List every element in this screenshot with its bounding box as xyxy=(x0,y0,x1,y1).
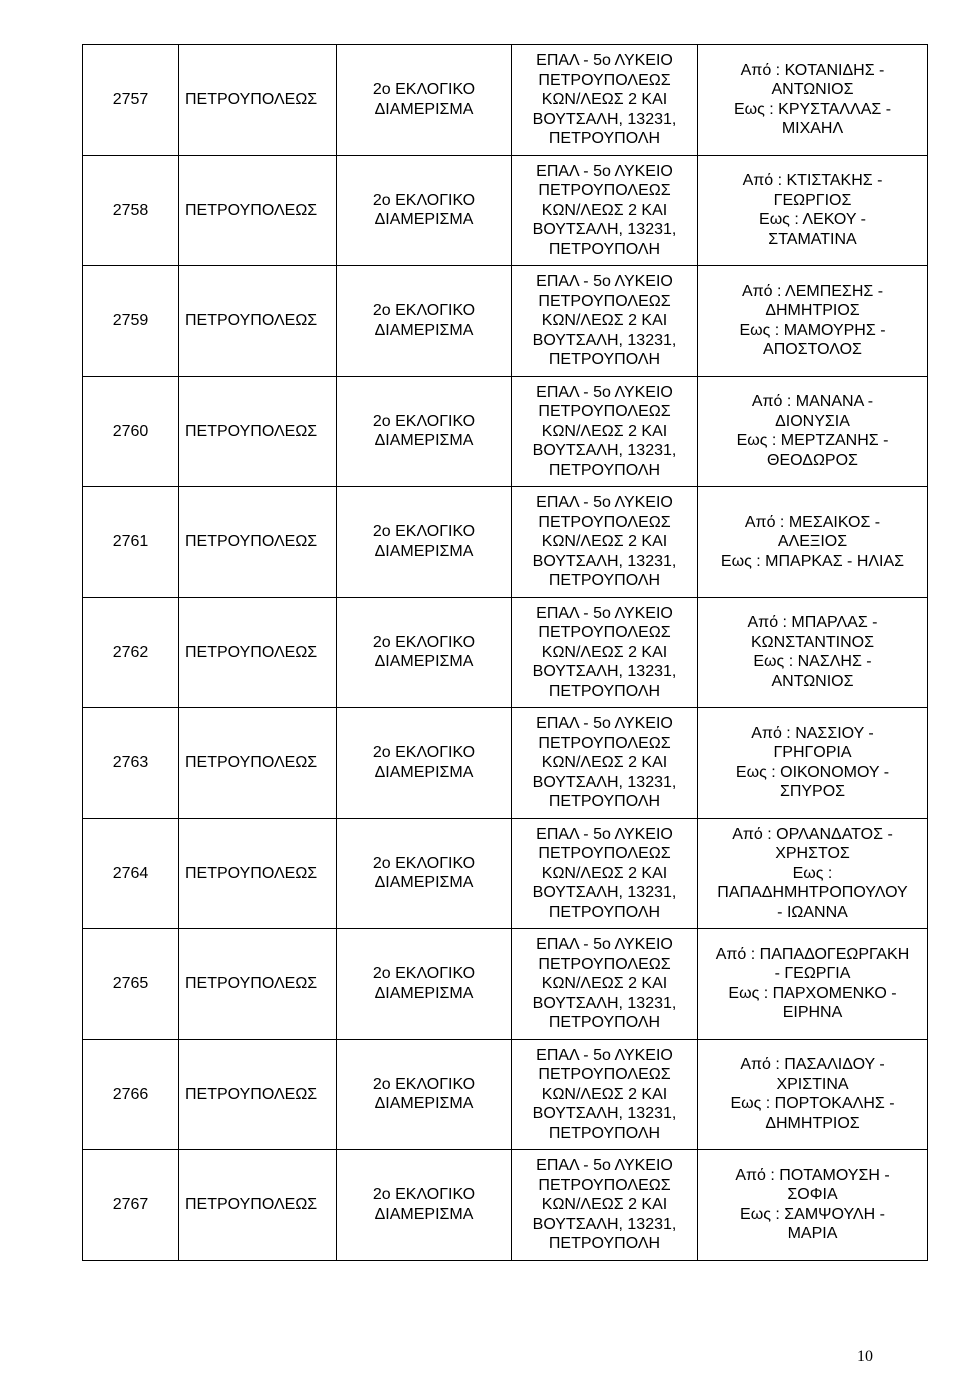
table-row xyxy=(83,376,928,487)
location-line: ΕΠΑΛ - 5ο ΛΥΚΕΙΟ xyxy=(536,52,673,69)
station-number-cell: 2760 xyxy=(83,376,179,487)
surname-range-cell xyxy=(698,1150,928,1261)
location-line: ΠΕΤΡΟΥΠΟΛΕΩΣ xyxy=(538,292,671,310)
location-line: ΠΕΤΡΟΥΠΟΛΗ xyxy=(548,351,661,368)
station-number-cell: 2767 xyxy=(83,1150,179,1261)
location-line: ΕΠΑΛ - 5ο ΛΥΚΕΙΟ xyxy=(536,162,673,180)
location-line: ΚΩΝ/ΛΕΩΣ 2 ΚΑΙ xyxy=(541,533,668,550)
municipality-cell: ΠΕΤΡΟΥΠΟΛΕΩΣ xyxy=(179,929,337,1040)
district-line: ΔΙΑΜΕΡΙΣΜΑ xyxy=(374,984,474,1002)
surname-range-cell xyxy=(698,818,928,929)
surname-range-line: ΧΡΙΣΤΙΝΑ xyxy=(776,1075,849,1093)
location-line: ΕΠΑΛ - 5ο ΛΥΚΕΙΟ xyxy=(536,1157,673,1174)
surname-range-line: Εως : ΠΟΡΤΟΚΑΛΗΣ - xyxy=(730,1095,895,1113)
surname-range-cell xyxy=(698,376,928,487)
polling-station-table xyxy=(82,44,928,1261)
station-number-cell: 2764 xyxy=(83,818,179,929)
surname-range-line: Εως : ΜΑΜΟΥΡΗΣ - xyxy=(739,321,886,339)
location-cell xyxy=(512,1150,698,1261)
location-line: ΠΕΤΡΟΥΠΟΛΕΩΣ xyxy=(538,1066,671,1083)
district-line: 2ο ΕΚΛΟΓΙΚΟ xyxy=(372,191,476,209)
district-line: ΔΙΑΜΕΡΙΣΜΑ xyxy=(374,763,474,781)
surname-range-line: ΔΗΜΗΤΡΙΟΣ xyxy=(765,302,860,320)
district-cell xyxy=(337,155,512,266)
station-number-cell: 2765 xyxy=(83,929,179,1040)
surname-range-line: ΑΝΤΩΝΙΟΣ xyxy=(771,672,854,690)
location-line: ΠΕΤΡΟΥΠΟΛΕΩΣ xyxy=(538,403,671,420)
municipality-cell: ΠΕΤΡΟΥΠΟΛΕΩΣ xyxy=(179,45,337,156)
location-line: ΚΩΝ/ΛΕΩΣ 2 ΚΑΙ xyxy=(541,864,668,882)
location-line: ΚΩΝ/ΛΕΩΣ 2 ΚΑΙ xyxy=(541,201,668,219)
location-line: ΕΠΑΛ - 5ο ΛΥΚΕΙΟ xyxy=(536,825,673,843)
location-cell xyxy=(512,155,698,266)
location-line: ΒΟΥΤΣΑΛΗ, 13231, xyxy=(532,1105,677,1122)
location-line: ΕΠΑΛ - 5ο ΛΥΚΕΙΟ xyxy=(536,604,673,622)
surname-range-line: Εως : ΝΑΣΛΗΣ - xyxy=(753,653,872,671)
surname-range-line: ΑΛΕΞΙΟΣ xyxy=(777,533,848,550)
location-line: ΠΕΤΡΟΥΠΟΛΕΩΣ xyxy=(538,71,671,89)
location-line: ΚΩΝ/ΛΕΩΣ 2 ΚΑΙ xyxy=(541,754,668,771)
surname-range-line: ΘΕΟΔΩΡΟΣ xyxy=(767,451,858,469)
surname-range-line: Από : ΠΟΤΑΜΟΥΣΗ - xyxy=(735,1166,890,1184)
location-line: ΒΟΥΤΣΑΛΗ, 13231, xyxy=(532,663,677,680)
station-number-cell: 2762 xyxy=(83,597,179,708)
location-cell xyxy=(512,487,698,598)
surname-range-line: Εως : ΛΕΚΟΥ - xyxy=(759,211,866,229)
location-cell xyxy=(512,45,698,156)
surname-range-cell xyxy=(698,487,928,598)
location-line: ΚΩΝ/ΛΕΩΣ 2 ΚΑΙ xyxy=(541,643,668,661)
surname-range-line: Από : ΝΑΣΣΙΟΥ - xyxy=(751,724,874,742)
location-line: ΕΠΑΛ - 5ο ΛΥΚΕΙΟ xyxy=(536,494,673,511)
location-cell xyxy=(512,376,698,487)
surname-range-line: Από : ΜΑΝΑΝΑ - xyxy=(751,393,874,411)
station-number-cell: 2766 xyxy=(83,1039,179,1150)
surname-range-line: Από : ΚΤΙΣΤΑΚΗΣ - xyxy=(742,172,883,190)
district-cell xyxy=(337,597,512,708)
surname-range-cell xyxy=(698,266,928,377)
location-line: ΕΠΑΛ - 5ο ΛΥΚΕΙΟ xyxy=(536,936,673,953)
location-line: ΒΟΥΤΣΑΛΗ, 13231, xyxy=(532,994,677,1012)
table-row xyxy=(83,266,928,377)
surname-range-line: Από : ΛΕΜΠΕΣΗΣ - xyxy=(741,282,884,300)
municipality-cell: ΠΕΤΡΟΥΠΟΛΕΩΣ xyxy=(179,487,337,598)
station-number-cell: 2757 xyxy=(83,45,179,156)
location-line: ΠΕΤΡΟΥΠΟΛΗ xyxy=(548,240,661,258)
location-line: ΚΩΝ/ΛΕΩΣ 2 ΚΑΙ xyxy=(541,1196,668,1213)
location-cell xyxy=(512,1039,698,1150)
municipality-cell: ΠΕΤΡΟΥΠΟΛΕΩΣ xyxy=(179,597,337,708)
surname-range-line: Από : ΠΑΠΑΔΟΓΕΩΡΓΑΚΗ xyxy=(715,945,910,963)
surname-range-cell xyxy=(698,45,928,156)
location-line: ΚΩΝ/ΛΕΩΣ 2 ΚΑΙ xyxy=(541,1085,668,1103)
location-line: ΚΩΝ/ΛΕΩΣ 2 ΚΑΙ xyxy=(541,422,668,440)
table-row xyxy=(83,708,928,819)
surname-range-line: ΑΠΟΣΤΟΛΟΣ xyxy=(763,341,862,359)
location-cell xyxy=(512,266,698,377)
surname-range-line: ΧΡΗΣΤΟΣ xyxy=(775,845,850,862)
location-line: ΕΠΑΛ - 5ο ΛΥΚΕΙΟ xyxy=(536,715,673,732)
municipality-cell: ΠΕΤΡΟΥΠΟΛΕΩΣ xyxy=(179,1039,337,1150)
district-line: 2ο ΕΚΛΟΓΙΚΟ xyxy=(372,81,476,99)
station-number-cell: 2761 xyxy=(83,487,179,598)
district-line: 2ο ΕΚΛΟΓΙΚΟ xyxy=(372,633,476,651)
station-number-cell: 2759 xyxy=(83,266,179,377)
location-cell xyxy=(512,708,698,819)
location-line: ΚΩΝ/ΛΕΩΣ 2 ΚΑΙ xyxy=(541,312,668,329)
district-line: ΔΙΑΜΕΡΙΣΜΑ xyxy=(374,432,474,450)
municipality-cell: ΠΕΤΡΟΥΠΟΛΕΩΣ xyxy=(179,376,337,487)
district-line: 2ο ΕΚΛΟΓΙΚΟ xyxy=(372,412,476,430)
district-cell xyxy=(337,376,512,487)
surname-range-line: ΜΙΧΑΗΛ xyxy=(781,120,844,138)
location-line: ΠΕΤΡΟΥΠΟΛΗ xyxy=(548,1124,661,1142)
district-cell xyxy=(337,818,512,929)
table-row xyxy=(83,929,928,1040)
location-line: ΚΩΝ/ΛΕΩΣ 2 ΚΑΙ xyxy=(541,91,668,108)
district-cell xyxy=(337,45,512,156)
surname-range-cell xyxy=(698,929,928,1040)
municipality-cell: ΠΕΤΡΟΥΠΟΛΕΩΣ xyxy=(179,818,337,929)
district-line: ΔΙΑΜΕΡΙΣΜΑ xyxy=(374,1205,474,1223)
table-row xyxy=(83,1039,928,1150)
location-line: ΠΕΤΡΟΥΠΟΛΕΩΣ xyxy=(538,734,671,752)
surname-range-line: ΣΠΥΡΟΣ xyxy=(779,783,846,801)
location-cell xyxy=(512,818,698,929)
location-line: ΠΕΤΡΟΥΠΟΛΗ xyxy=(548,682,661,700)
surname-range-line: Από : ΜΕΣΑΙΚΟΣ - xyxy=(744,513,881,531)
district-cell xyxy=(337,1039,512,1150)
surname-range-line: ΓΡΗΓΟΡΙΑ xyxy=(773,744,852,762)
page-number: 10 xyxy=(857,1348,873,1365)
location-line: ΕΠΑΛ - 5ο ΛΥΚΕΙΟ xyxy=(536,1046,673,1064)
location-line: ΠΕΤΡΟΥΠΟΛΗ xyxy=(548,793,661,810)
station-number-cell: 2763 xyxy=(83,708,179,819)
district-line: ΔΙΑΜΕΡΙΣΜΑ xyxy=(374,874,474,892)
location-line: ΠΕΤΡΟΥΠΟΛΕΩΣ xyxy=(538,1176,671,1194)
surname-range-cell xyxy=(698,597,928,708)
location-line: ΒΟΥΤΣΑΛΗ, 13231, xyxy=(532,552,677,570)
surname-range-line: ΑΝΤΩΝΙΟΣ xyxy=(771,81,854,99)
district-line: 2ο ΕΚΛΟΓΙΚΟ xyxy=(372,965,476,983)
location-line: ΠΕΤΡΟΥΠΟΛΕΩΣ xyxy=(538,955,671,973)
municipality-cell: ΠΕΤΡΟΥΠΟΛΕΩΣ xyxy=(179,266,337,377)
location-line: ΕΠΑΛ - 5ο ΛΥΚΕΙΟ xyxy=(536,273,673,290)
table-body xyxy=(83,45,928,1261)
district-cell xyxy=(337,487,512,598)
location-line: ΠΕΤΡΟΥΠΟΛΗ xyxy=(548,130,661,147)
district-line: 2ο ΕΚΛΟΓΙΚΟ xyxy=(372,302,476,320)
table-row xyxy=(83,597,928,708)
district-line: 2ο ΕΚΛΟΓΙΚΟ xyxy=(372,523,476,541)
table-row xyxy=(83,487,928,598)
district-line: 2ο ΕΚΛΟΓΙΚΟ xyxy=(372,1186,476,1204)
location-line: ΠΕΤΡΟΥΠΟΛΗ xyxy=(548,572,661,589)
location-line: ΒΟΥΤΣΑΛΗ, 13231, xyxy=(532,773,677,791)
surname-range-line: ΚΩΝΣΤΑΝΤΙΝΟΣ xyxy=(751,633,874,651)
district-line: 2ο ΕΚΛΟΓΙΚΟ xyxy=(372,854,476,872)
location-line: ΒΟΥΤΣΑΛΗ, 13231, xyxy=(532,110,677,128)
station-number-cell: 2758 xyxy=(83,155,179,266)
district-line: ΔΙΑΜΕΡΙΣΜΑ xyxy=(374,211,474,229)
district-line: 2ο ΕΚΛΟΓΙΚΟ xyxy=(372,1075,476,1093)
municipality-cell: ΠΕΤΡΟΥΠΟΛΕΩΣ xyxy=(179,155,337,266)
location-line: ΠΕΤΡΟΥΠΟΛΗ xyxy=(548,1235,661,1252)
surname-range-line: Από : ΟΡΛΑΝΔΑΤΟΣ - xyxy=(732,825,893,843)
surname-range-line: Εως : ΜΠΑΡΚΑΣ - ΗΛΙΑΣ xyxy=(720,552,905,570)
table-row xyxy=(83,818,928,929)
location-line: ΠΕΤΡΟΥΠΟΛΕΩΣ xyxy=(538,513,671,531)
municipality-cell: ΠΕΤΡΟΥΠΟΛΕΩΣ xyxy=(179,708,337,819)
surname-range-line: Εως : ΠΑΡΧΟΜΕΝΚΟ - xyxy=(728,984,897,1002)
surname-range-line: ΣΟΦΙΑ xyxy=(787,1186,838,1204)
surname-range-line: ΜΑΡΙΑ xyxy=(787,1225,838,1243)
district-line: ΔΙΑΜΕΡΙΣΜΑ xyxy=(374,542,474,560)
surname-range-line: ΓΕΩΡΓΙΟΣ xyxy=(773,191,852,209)
district-cell xyxy=(337,929,512,1040)
surname-range-line: Εως : ΣΑΜΨΟΥΛΗ - xyxy=(740,1205,885,1223)
surname-range-line: - ΙΩΑΝΝΑ xyxy=(777,903,848,921)
location-line: ΠΕΤΡΟΥΠΟΛΕΩΣ xyxy=(538,624,671,641)
surname-range-line: Εως : ΜΕΡΤΖΑΝΗΣ - xyxy=(736,432,889,450)
district-cell xyxy=(337,266,512,377)
surname-range-cell xyxy=(698,1039,928,1150)
table-row xyxy=(83,1150,928,1261)
surname-range-cell xyxy=(698,155,928,266)
district-line: ΔΙΑΜΕΡΙΣΜΑ xyxy=(374,653,474,671)
surname-range-line: Από : ΜΠΑΡΛΑΣ - xyxy=(747,614,878,632)
location-line: ΠΕΤΡΟΥΠΟΛΗ xyxy=(548,461,661,479)
location-line: ΕΠΑΛ - 5ο ΛΥΚΕΙΟ xyxy=(536,383,673,401)
surname-range-line: ΠΑΠΑΔΗΜΗΤΡΟΠΟΥΛΟΥ xyxy=(717,884,908,901)
surname-range-line: Εως : ΟΙΚΟΝΟΜΟΥ - xyxy=(735,763,890,781)
location-line: ΠΕΤΡΟΥΠΟΛΕΩΣ xyxy=(538,182,671,199)
table-row xyxy=(83,155,928,266)
location-line: ΒΟΥΤΣΑΛΗ, 13231, xyxy=(532,331,677,349)
district-cell xyxy=(337,708,512,819)
district-line: 2ο ΕΚΛΟΓΙΚΟ xyxy=(372,744,476,762)
surname-range-line: ΔΗΜΗΤΡΙΟΣ xyxy=(765,1114,860,1132)
district-line: ΔΙΑΜΕΡΙΣΜΑ xyxy=(374,1095,474,1113)
location-cell xyxy=(512,929,698,1040)
location-line: ΚΩΝ/ΛΕΩΣ 2 ΚΑΙ xyxy=(541,975,668,992)
location-line: ΒΟΥΤΣΑΛΗ, 13231, xyxy=(532,1215,677,1233)
location-line: ΒΟΥΤΣΑΛΗ, 13231, xyxy=(532,884,677,901)
surname-range-line: Από : ΚΟΤΑΝΙΔΗΣ - xyxy=(740,61,885,79)
district-line: ΔΙΑΜΕΡΙΣΜΑ xyxy=(374,321,474,339)
surname-range-line: ΣΤΑΜΑΤΙΝΑ xyxy=(768,230,857,248)
municipality-cell: ΠΕΤΡΟΥΠΟΛΕΩΣ xyxy=(179,1150,337,1261)
district-cell xyxy=(337,1150,512,1261)
location-line: ΠΕΤΡΟΥΠΟΛΗ xyxy=(548,1014,661,1031)
location-line: ΒΟΥΤΣΑΛΗ, 13231, xyxy=(532,442,677,459)
location-line: ΠΕΤΡΟΥΠΟΛΕΩΣ xyxy=(538,845,671,862)
surname-range-line: - ΓΕΩΡΓΙΑ xyxy=(774,965,851,983)
surname-range-line: Εως : xyxy=(792,864,833,882)
district-line: ΔΙΑΜΕΡΙΣΜΑ xyxy=(374,100,474,118)
surname-range-line: ΔΙΟΝΥΣΙΑ xyxy=(775,412,850,430)
surname-range-line: Από : ΠΑΣΑΛΙΔΟΥ - xyxy=(740,1056,885,1074)
surname-range-line: ΕΙΡΗΝΑ xyxy=(782,1004,843,1022)
table-row xyxy=(83,45,928,156)
location-line: ΒΟΥΤΣΑΛΗ, 13231, xyxy=(532,221,677,238)
surname-range-cell xyxy=(698,708,928,819)
location-line: ΠΕΤΡΟΥΠΟΛΗ xyxy=(548,903,661,921)
location-cell xyxy=(512,597,698,708)
surname-range-line: Εως : ΚΡΥΣΤΑΛΛΑΣ - xyxy=(733,100,892,118)
